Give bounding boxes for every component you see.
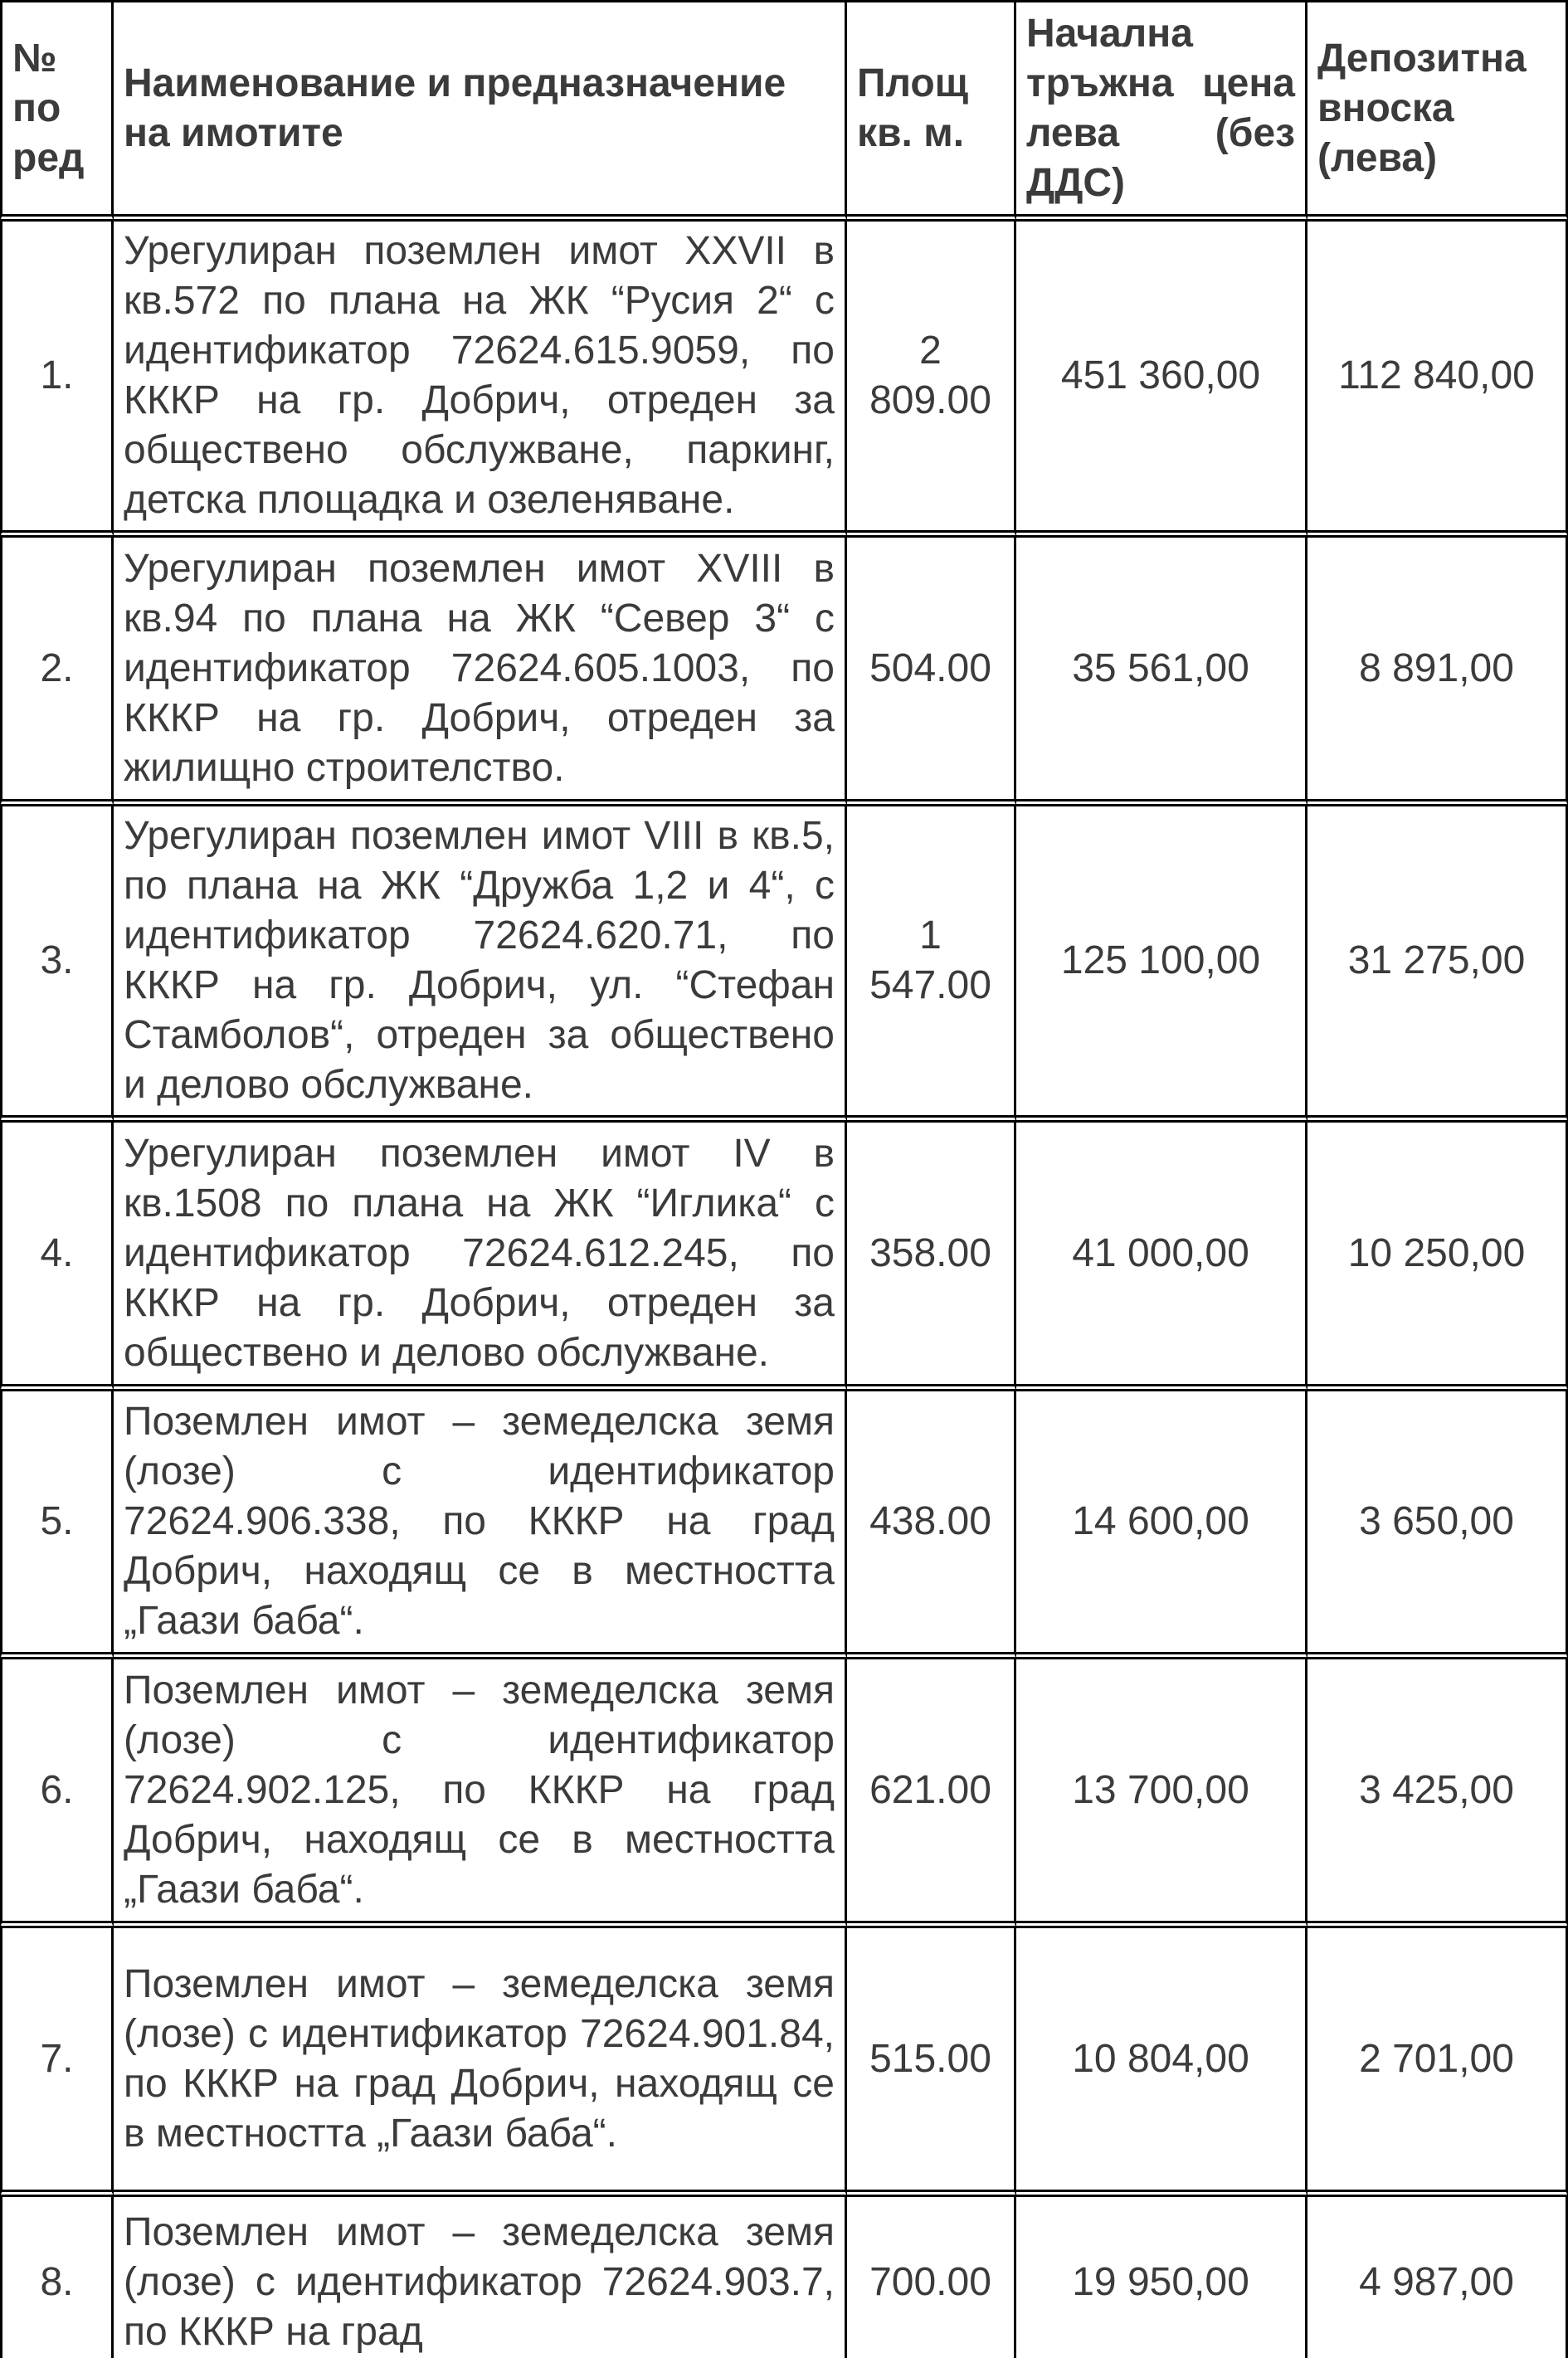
deposit-cell: 112 840,00 <box>1307 222 1568 538</box>
price-cell: 19 950,00 <box>1016 2197 1307 2358</box>
table-row <box>0 222 1568 538</box>
deposit-cell: 8 891,00 <box>1307 538 1568 806</box>
deposit-cell: 3 425,00 <box>1307 1659 1568 1928</box>
price-cell: 13 700,00 <box>1016 1659 1307 1928</box>
description-cell: Поземлен имот – земеделска земя (лозе) с идентификатор 72624.902.125, по КККР на град Добрич, находящ се в местността „Гаази баба“. <box>114 1659 847 1928</box>
table-row <box>0 1391 1568 1659</box>
price-cell: 10 804,00 <box>1016 1928 1307 2197</box>
area-cell: 438.00 <box>847 1391 1016 1659</box>
price-cell: 451 360,00 <box>1016 222 1307 538</box>
area-cell: 2 809.00 <box>847 222 1016 538</box>
table-row <box>0 806 1568 1123</box>
description-cell: Урегулиран поземлен имот VIII в кв.5, по плана на ЖК “Дружба 1,2 и 4“, с идентификатор 72624.620.71, по КККР на гр. Добрич, ул. “Стефан Стамболов“, отреден за обществено и делово обслужване. <box>114 806 847 1123</box>
area-cell: 700.00 <box>847 2197 1016 2358</box>
row-number-cell: 7. <box>0 1928 114 2197</box>
table-header-row <box>0 0 1568 222</box>
price-cell: 14 600,00 <box>1016 1391 1307 1659</box>
table-row <box>0 1659 1568 1928</box>
deposit-cell: 31 275,00 <box>1307 806 1568 1123</box>
header-description: Наименование и предназначение на имотите <box>114 0 847 222</box>
table-row <box>0 1123 1568 1391</box>
area-cell: 504.00 <box>847 538 1016 806</box>
deposit-cell: 10 250,00 <box>1307 1123 1568 1391</box>
deposit-cell: 2 701,00 <box>1307 1928 1568 2197</box>
price-cell: 125 100,00 <box>1016 806 1307 1123</box>
area-cell: 621.00 <box>847 1659 1016 1928</box>
row-number-cell: 4. <box>0 1123 114 1391</box>
table-row <box>0 538 1568 806</box>
description-cell: Урегулиран поземлен имот XXVII в кв.572 по плана на ЖК “Русия 2“ с идентификатор 72624.615.9059, по КККР на гр. Добрич, отреден за обществено обслужване, паркинг, детска площадка и озеленяване. <box>114 222 847 538</box>
row-number-cell: 3. <box>0 806 114 1123</box>
row-number-cell: 1. <box>0 222 114 538</box>
description-cell: Поземлен имот – земеделска земя (лозе) с идентификатор 72624.906.338, по КККР на град Добрич, находящ се в местността „Гаази баба“. <box>114 1391 847 1659</box>
header-row-number: № по ред <box>0 0 114 222</box>
area-cell: 358.00 <box>847 1123 1016 1391</box>
area-cell: 515.00 <box>847 1928 1016 2197</box>
header-area: Площ кв. м. <box>847 0 1016 222</box>
table-row <box>0 2197 1568 2358</box>
description-cell: Урегулиран поземлен имот IV в кв.1508 по плана на ЖК “Иглика“ с идентификатор 72624.612.245, по КККР на гр. Добрич, отреден за обществено и делово обслужване. <box>114 1123 847 1391</box>
row-number-cell: 6. <box>0 1659 114 1928</box>
header-price: Начална тръжна цена лева (без ДДС) <box>1016 0 1307 222</box>
deposit-cell: 3 650,00 <box>1307 1391 1568 1659</box>
description-cell: Поземлен имот – земеделска земя (лозе) с идентификатор 72624.901.84, по КККР на град Добрич, находящ се в местността „Гаази баба“. <box>114 1928 847 2197</box>
description-cell: Поземлен имот – земеделска земя (лозе) с идентификатор 72624.903.7, по КККР на град <box>114 2197 847 2358</box>
area-cell: 1 547.00 <box>847 806 1016 1123</box>
deposit-cell: 4 987,00 <box>1307 2197 1568 2358</box>
table-row <box>0 1928 1568 2197</box>
row-number-cell: 8. <box>0 2197 114 2358</box>
price-cell: 41 000,00 <box>1016 1123 1307 1391</box>
row-number-cell: 5. <box>0 1391 114 1659</box>
header-deposit: Депозитна вноска (лева) <box>1307 0 1568 222</box>
description-cell: Урегулиран поземлен имот XVIII в кв.94 по плана на ЖК “Север 3“ с идентификатор 72624.605.1003, по КККР на гр. Добрич, отреден за жилищно строителство. <box>114 538 847 806</box>
row-number-cell: 2. <box>0 538 114 806</box>
price-cell: 35 561,00 <box>1016 538 1307 806</box>
